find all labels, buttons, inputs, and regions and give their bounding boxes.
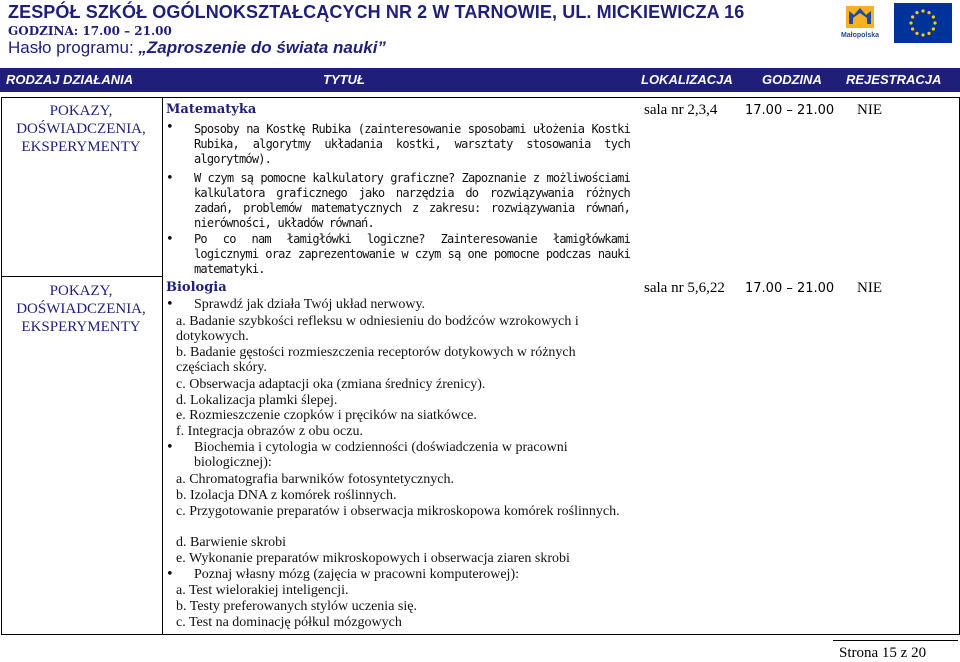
sub-item: e. Wykonanie preparatów mikroskopowych i obserwacja ziaren skrobi	[176, 551, 570, 566]
event-hours: GODZINA: 17.00 – 21.00	[8, 24, 172, 38]
eu-star-icon	[927, 32, 930, 35]
bullet-icon: •	[166, 232, 174, 247]
footer-divider	[833, 640, 958, 641]
bullet-icon: •	[166, 171, 174, 186]
hour-row-1: 17.00 – 21.00	[745, 103, 835, 118]
bullet-icon: •	[166, 440, 174, 455]
category-line: DOŚWIADCZENIA,	[16, 121, 146, 137]
bullet-icon: •	[166, 567, 174, 582]
location-row-1: sala nr 2,3,4	[644, 102, 718, 118]
col-rodzaj: RODZAJ DZIAŁANIA	[6, 72, 134, 87]
category-line: POKAZY,	[49, 283, 113, 299]
list-item: Biochemia i cytologia w codzienności (doświadczenia w pracowni biologicznej):	[194, 440, 568, 470]
list-item: Sprawdź jak działa Twój układ nerwowy.	[194, 297, 426, 312]
column-header-bar	[0, 68, 960, 92]
sub-item: b. Badanie gęstości rozmieszczenia receptorów dotykowych w różnych częściach skóry.	[176, 345, 576, 375]
category-line: EKSPERYMENTY	[21, 319, 141, 335]
col-lokalizacja: LOKALIZACJA	[641, 72, 733, 87]
table-divider	[162, 97, 163, 635]
sub-item: b. Testy preferowanych stylów uczenia się.	[176, 599, 417, 614]
school-name: ZESPÓŁ SZKÓŁ OGÓLNOKSZTAŁCĄCYCH NR 2 W TARNOWIE, UL. MICKIEWICZA 16	[8, 2, 745, 22]
eu-star-icon	[933, 21, 936, 24]
eu-star-icon	[932, 27, 935, 30]
page-number: Strona 15 z 20	[839, 645, 927, 661]
section-title-matematyka: Matematyka	[166, 102, 257, 117]
eu-flag-icon	[894, 3, 952, 43]
col-rejestracja: REJESTRACJA	[846, 72, 942, 87]
slogan-label: Hasło programu:	[8, 38, 134, 57]
registration-row-2: NIE	[857, 280, 882, 296]
category-row-2	[6, 282, 156, 336]
eu-star-icon	[921, 9, 924, 12]
sub-item: c. Test na dominację półkul mózgowych	[176, 615, 402, 630]
location-row-2: sala nr 5,6,22	[644, 280, 725, 296]
slogan-text: „Zaproszenie do świata nauki”	[138, 38, 386, 57]
malopolska-logo	[836, 3, 884, 41]
category-line: POKAZY,	[49, 103, 113, 119]
row-divider	[2, 276, 162, 277]
registration-row-1: NIE	[857, 102, 882, 118]
list-item: Poznaj własny mózg (zajęcia w pracowni komputerowej):	[194, 567, 520, 582]
section-title-biologia: Biologia	[166, 280, 227, 295]
eu-star-icon	[915, 11, 918, 14]
bullet-icon: •	[166, 120, 174, 135]
sub-item: b. Izolacja DNA z komórek roślinnych.	[176, 488, 397, 503]
eu-star-icon	[915, 32, 918, 35]
sub-item: c. Przygotowanie preparatów i obserwacja mikroskopowa komórek roślinnych.	[176, 504, 620, 519]
sub-item: d. Barwienie skrobi	[176, 535, 287, 550]
program-slogan	[8, 38, 386, 58]
eu-star-icon	[911, 15, 914, 18]
category-line: EKSPERYMENTY	[21, 139, 141, 155]
eu-star-icon	[911, 27, 914, 30]
logo-caption: Małopolska	[840, 32, 880, 39]
col-godzina: GODZINA	[762, 72, 822, 87]
eu-star-icon	[921, 33, 924, 36]
col-tytul: TYTUŁ	[323, 72, 365, 87]
category-line: DOŚWIADCZENIA,	[16, 301, 146, 317]
category-row-1	[6, 102, 156, 156]
hour-row-2: 17.00 – 21.00	[745, 281, 835, 296]
eu-star-icon	[932, 15, 935, 18]
sub-item: d. Lokalizacja plamki ślepej.	[176, 393, 338, 408]
sub-item: a. Chromatografia barwników fotosyntetycznych.	[176, 472, 454, 487]
list-item: W czym są pomocne kalkulatory graficzne? Zapoznanie z możliwościami kalkulatora graficznego jako narzędzia do rozwiązywania różnych zadań, problemów matematycznych z zakresu: rozwiązywania równań, nierówności, układów równań.	[194, 171, 630, 230]
bullet-icon: •	[166, 297, 174, 312]
sub-item: c. Obserwacja adaptacji oka (zmiana średnicy źrenicy).	[176, 377, 486, 392]
eu-star-icon	[927, 11, 930, 14]
sub-item: a. Test wielorakiej inteligencji.	[176, 583, 349, 598]
list-item: Po co nam łamigłówki logiczne? Zainteresowanie łamigłówkami logicznymi oraz zaprezentowanie w czym są one pomocne podczas nauki matematyki.	[194, 232, 630, 276]
sub-item: e. Rozmieszczenie czopków i pręcików na siatkówce.	[176, 408, 477, 423]
sub-item: f. Integracja obrazów z obu oczu.	[176, 424, 363, 439]
eu-star-icon	[909, 21, 912, 24]
list-item: Sposoby na Kostkę Rubika (zainteresowanie sposobami ułożenia Kostki Rubika, algorytmy układania kostki, warsztaty stosowania tych algorytmów).	[194, 122, 630, 166]
sub-item: a. Badanie szybkości refleksu w odniesieniu do bodźców wzrokowych i dotykowych.	[176, 314, 579, 344]
